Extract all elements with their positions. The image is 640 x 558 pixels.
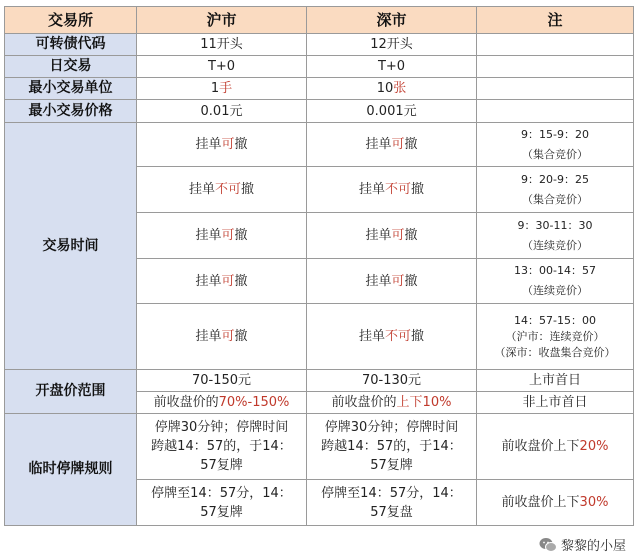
halt-row [5, 414, 634, 480]
cell-sh [137, 78, 307, 100]
header-shanghai: 沪市 [137, 7, 307, 34]
cell-sz: 停牌至14：57分，14： 57复盘 [307, 480, 477, 526]
cell-note: 13：00-14：57 （连续竞价） [477, 259, 634, 304]
wechat-icon [539, 537, 557, 553]
cell-note [477, 56, 634, 78]
unit-name: 手 [219, 81, 233, 96]
cell-sz: 前收盘价的上下10% [307, 392, 477, 414]
cell-sz: 挂单可撤 [307, 123, 477, 167]
cell-note: 14：57-15：00 （沪市：连续竞价） （深市：收盘集合竞价） [477, 304, 634, 370]
cell-sh: 挂单可撤 [137, 259, 307, 304]
halt-label: 临时停牌规则 [5, 414, 137, 526]
cell-note [477, 78, 634, 100]
cell-sh: 停牌至14：57分，14： 57复牌 [137, 480, 307, 526]
watermark [539, 535, 626, 554]
cell-note: 9：15-9：20 （集合竞价） [477, 123, 634, 167]
cell-note [477, 34, 634, 56]
unit-number: 10 [376, 81, 394, 96]
trading-row [5, 123, 634, 167]
cell-sz: 挂单不可撤 [307, 304, 477, 370]
cell-sh: 70-150元 [137, 370, 307, 392]
cell-sz: 停牌30分钟；停牌时间 跨越14：57的，于14： 57复牌 [307, 414, 477, 480]
bond-rules-table [4, 6, 634, 526]
cell-note: 上市首日 [477, 370, 634, 392]
cell-sz: T+0 [307, 56, 477, 78]
cell-note: 前收盘价上下20% [477, 414, 634, 480]
cell-sz: 12开头 [307, 34, 477, 56]
cell-sz [307, 78, 477, 100]
unit-number: 1 [210, 81, 220, 96]
cell-sz: 0.001元 [307, 100, 477, 123]
row-label: 日交易 [5, 56, 137, 78]
cell-sz: 70-130元 [307, 370, 477, 392]
table-row [5, 34, 634, 56]
cell-sh: 挂单可撤 [137, 304, 307, 370]
cell-sz: 挂单可撤 [307, 213, 477, 259]
watermark-text: 黎黎的小屋 [560, 539, 626, 554]
cell-sh: 前收盘价的70%-150% [137, 392, 307, 414]
cell-note: 非上市首日 [477, 392, 634, 414]
row-label: 可转债代码 [5, 34, 137, 56]
cell-sh: 挂单可撤 [137, 123, 307, 167]
cell-sz: 挂单可撤 [307, 259, 477, 304]
cell-sh: 停牌30分钟；停牌时间 跨越14：57的，于14： 57复牌 [137, 414, 307, 480]
cell-note: 9：20-9：25 （集合竞价） [477, 167, 634, 213]
cell-note [477, 100, 634, 123]
unit-name: 张 [393, 81, 407, 96]
header-note: 注 [477, 7, 634, 34]
row-label: 最小交易单位 [5, 78, 137, 100]
trading-time-label: 交易时间 [5, 123, 137, 370]
cell-note: 9：30-11：30 （连续竞价） [477, 213, 634, 259]
cell-sz: 挂单不可撤 [307, 167, 477, 213]
header-exchange: 交易所 [5, 7, 137, 34]
cell-sh: 0.01元 [137, 100, 307, 123]
header-shenzhen: 深市 [307, 7, 477, 34]
table-row [5, 78, 634, 100]
cell-sh: 挂单可撤 [137, 213, 307, 259]
cell-sh: T+0 [137, 56, 307, 78]
table-row [5, 100, 634, 123]
table-row [5, 56, 634, 78]
row-label: 最小交易价格 [5, 100, 137, 123]
price-range-row [5, 370, 634, 392]
cell-sh: 11开头 [137, 34, 307, 56]
cell-sh: 挂单不可撤 [137, 167, 307, 213]
header-row [5, 7, 634, 34]
price-range-label: 开盘价范围 [5, 370, 137, 414]
cell-note: 前收盘价上下30% [477, 480, 634, 526]
